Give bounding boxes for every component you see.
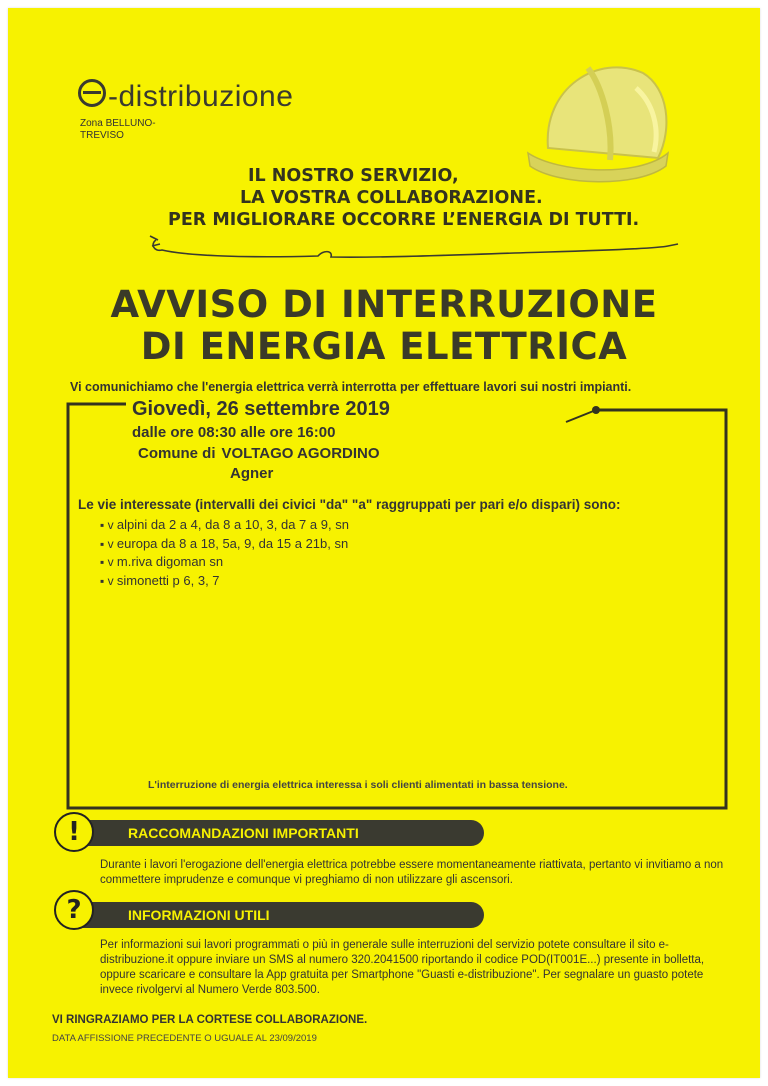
- zone-label: Zona BELLUNO-TREVISO: [80, 118, 156, 141]
- slogan-line: LA VOSTRA COLLABORAZIONE.: [240, 188, 543, 208]
- slogan: [148, 165, 668, 231]
- street-item: ▪ v alpini da 2 a 4, da 8 a 10, 3, da 7 a 9, sn: [100, 516, 349, 535]
- informazioni-heading: INFORMAZIONI UTILI: [70, 902, 484, 928]
- street-item: ▪ v m.riva digoman sn: [100, 553, 349, 572]
- logo-e-icon: [78, 79, 106, 107]
- notice-sheet: [8, 8, 760, 1078]
- interruption-hours: dalle ore 08:30 alle ore 16:00: [132, 424, 336, 441]
- title-line: AVVISO DI INTERRUZIONE: [110, 283, 658, 326]
- thanks-text: VI RINGRAZIAMO PER LA CORTESE COLLABORAZIONE.: [52, 1014, 368, 1026]
- comune-name: VOLTAGO AGORDINO: [221, 445, 380, 462]
- streets-heading: Le vie interessate (intervalli dei civici "da" "a" raggruppati per pari e/o dispari) sono:: [78, 497, 621, 512]
- exclamation-icon: !: [54, 812, 94, 852]
- street-item: ▪ v europa da 8 a 18, 5a, 9, da 15 a 21b, sn: [100, 535, 349, 554]
- affissione-date: DATA AFFISSIONE PRECEDENTE O UGUALE AL 23/09/2019: [52, 1033, 317, 1044]
- slogan-line: IL NOSTRO SERVIZIO,: [248, 166, 459, 186]
- streets-list: [100, 516, 349, 590]
- page-title: [8, 284, 760, 368]
- raccomandazioni-heading: RACCOMANDAZIONI IMPORTANTI: [70, 820, 484, 846]
- plug-cable-decoration: [148, 230, 688, 266]
- informazioni-text: Per informazioni sui lavori programmati o più in generale sulle interruzioni del servizio potete consultare il sito e-distribuzione.it oppure inviare un SMS al numero 320.2041500 riportando il codice POD(IT001E...) presente in bolletta, oppure scaricare e consultare la App gratuita per Smartphone "Guasti e-distribuzione". Per segnalare un guasto potete invece rivolgervi al Numero Verde 803.500.: [100, 939, 705, 996]
- title-line: DI ENERGIA ELETTRICA: [140, 325, 628, 368]
- slogan-line: PER MIGLIORARE OCCORRE L’ENERGIA DI TUTTI.: [168, 210, 640, 230]
- raccomandazioni-text: Durante i lavori l'erogazione dell'energia elettrica potrebbe essere momentaneamente riattivata, pertanto vi invitiamo a non commettere imprudenze e comunque vi preghiamo di non utilizzare gli ascensori.: [100, 859, 724, 886]
- bassa-tensione-note: L'interruzione di energia elettrica interessa i soli clienti alimentati in bassa tensione.: [148, 779, 568, 791]
- street-item: ▪ v simonetti p 6, 3, 7: [100, 572, 349, 591]
- e-distribuzione-logo: -distribuzione: [78, 78, 293, 114]
- question-icon: ?: [54, 890, 94, 930]
- intro-text: Vi comunichiamo che l'energia elettrica verrà interrotta per effettuare lavori sui nostri impianti.: [70, 380, 632, 394]
- interruption-date: Giovedì, 26 settembre 2019: [126, 398, 396, 421]
- comune-line: [132, 445, 380, 462]
- comune-label: Comune di: [138, 445, 216, 462]
- frazione-name: Agner: [230, 465, 274, 482]
